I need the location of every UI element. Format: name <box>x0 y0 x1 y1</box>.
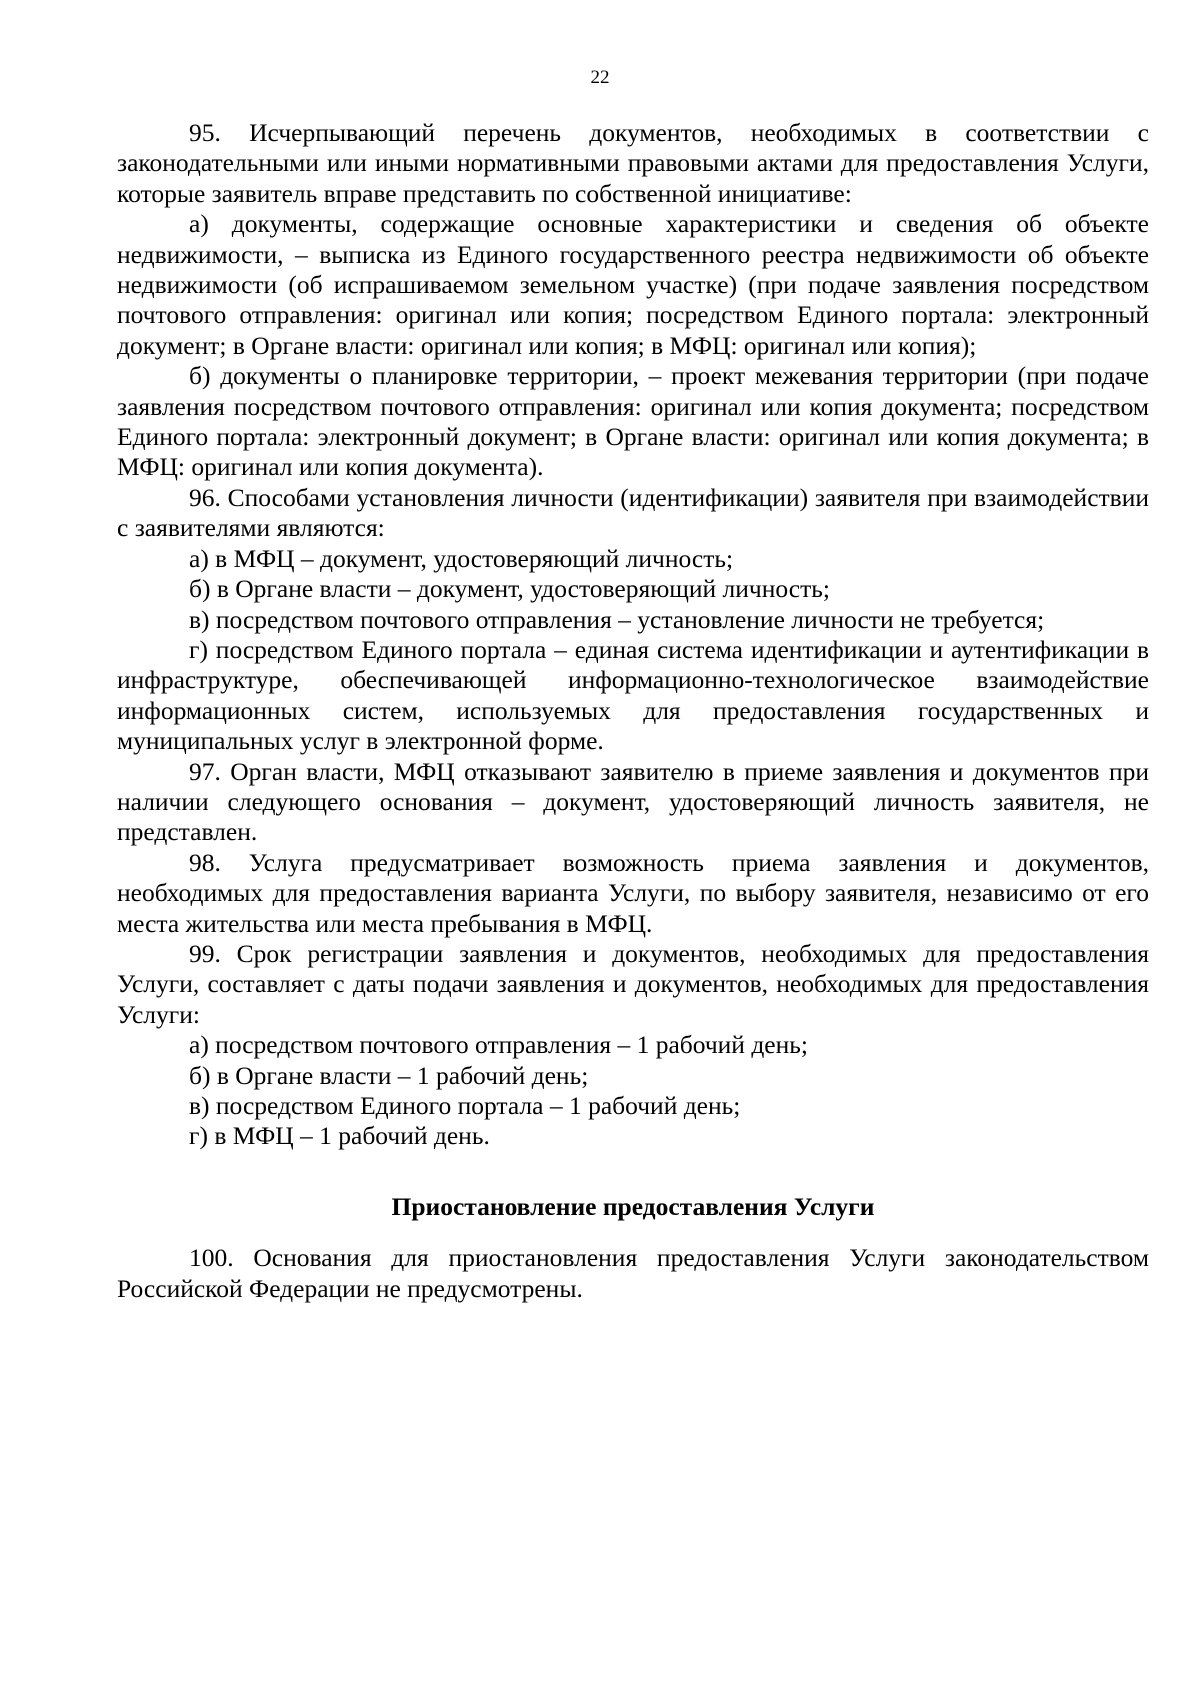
section-heading: Приостановление предоставления Услуги <box>391 1191 875 1221</box>
paragraph-99-g: г) в МФЦ – 1 рабочий день. <box>189 1121 490 1151</box>
paragraph-95-b: б) документы о планировке территории, – проект межевания территории (при подаче заявления посредством почтового отправления: оригинал или копия документа; посредством Единого портала: электронный документ; в Органе власти: оригинал или копия документа; в МФЦ: оригинал или копия документа). <box>117 361 1149 482</box>
paragraph-99-b: б) в Органе власти – 1 рабочий день; <box>189 1060 589 1090</box>
paragraph-98: 98. Услуга предусматривает возможность приема заявления и документов, необходимых для предоставления варианта Услуги, по выбору заявителя, независимо от его места жительства или места пребывания в МФЦ. <box>117 847 1149 938</box>
paragraph-97: 97. Орган власти, МФЦ отказывают заявителю в приеме заявления и документов при наличии следующего основания – документ, удостоверяющий личность заявителя, не представлен. <box>117 756 1149 847</box>
paragraph-96-b: б) в Органе власти – документ, удостоверяющий личность; <box>189 574 830 604</box>
paragraph-99-v: в) посредством Единого портала – 1 рабочий день; <box>189 1091 741 1120</box>
paragraph-96-g: г) посредством Единого портала – единая система идентификации и аутентификации в инфраструктуре, обеспечивающей информационно-технологическое взаимодействие информационных систем, используемых для предоставления государственных и муниципальных услуг в электронной форме. <box>117 634 1149 756</box>
page-number: 22 <box>590 67 610 88</box>
paragraph-99: 99. Срок регистрации заявления и документов, необходимых для предоставления Услуги, составляет с даты подачи заявления и документов, необходимых для предоставления Услуги: <box>117 938 1149 1029</box>
paragraph-100: 100. Основания для приостановления предоставления Услуги законодательством Российской Федерации не предусмотрены. <box>117 1243 1149 1303</box>
paragraph-96-v: в) посредством почтового отправления – установление личности не требуется; <box>189 604 1045 634</box>
paragraph-96-a: а) в МФЦ – документ, удостоверяющий личность; <box>189 543 734 573</box>
paragraph-95-a: а) документы, содержащие основные характеристики и сведения об объекте недвижимости, – выписка из Единого государственного реестра недвижимости об объекте недвижимости (об испрашиваемом земельном участке) (при подаче заявления посредством почтового отправления: оригинал или копия; посредством Единого портала: электронный документ; в Органе власти: оригинал или копия; в МФЦ: оригинал или копия); <box>117 209 1149 360</box>
paragraph-95: 95. Исчерпывающий перечень документов, необходимых в соответствии с законодательными или иными нормативными правовыми актами для предоставления Услуги, которые заявитель вправе представить по собственной инициативе: <box>117 118 1149 208</box>
paragraph-99-a: а) посредством почтового отправления – 1 рабочий день; <box>189 1030 808 1060</box>
document-body <box>117 118 1149 1304</box>
paragraph-96: 96. Способами установления личности (идентификации) заявителя при взаимодействии с заявителями являются: <box>117 482 1149 543</box>
